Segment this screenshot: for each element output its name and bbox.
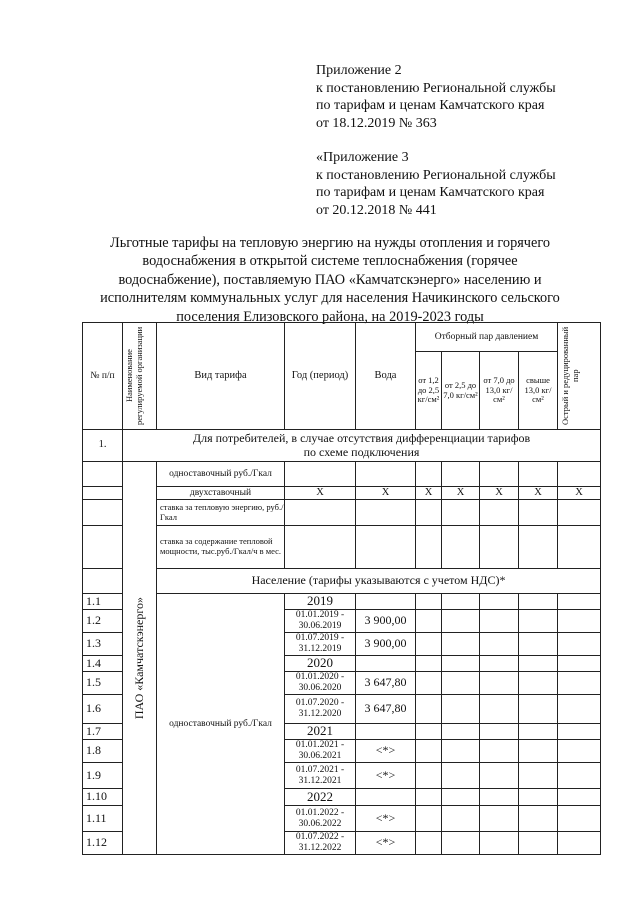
rate-energy-label: ставка за тепловую энергию, руб./Гкал	[157, 500, 285, 526]
row-period: 01.01.2020 - 30.06.2020	[285, 672, 356, 695]
row-water: 3 900,00	[356, 610, 416, 633]
x-mark: X	[480, 487, 519, 500]
x-mark: X	[416, 487, 442, 500]
header-steam-3: от 7,0 до 13,0 кг/см²	[480, 352, 519, 430]
row-water: 3 900,00	[356, 633, 416, 656]
row-num: 1.6	[83, 695, 123, 724]
appendix-2-header	[316, 62, 556, 132]
row-num: 1.9	[83, 763, 123, 789]
row-water: 3 647,80	[356, 672, 416, 695]
row-period: 01.07.2019 - 31.12.2019	[285, 633, 356, 656]
row-water	[356, 594, 416, 610]
appendix-2-line: Приложение 2	[316, 63, 402, 78]
header-steam-1: от 1,2 до 2,5 кг/см²	[416, 352, 442, 430]
row-num: 1.12	[83, 832, 123, 855]
row-period: 2019	[285, 594, 356, 610]
row-period: 01.01.2019 - 30.06.2019	[285, 610, 356, 633]
row-period: 01.07.2022 - 31.12.2022	[285, 832, 356, 855]
one-rate-label: одноставочный руб./Гкал	[157, 462, 285, 487]
header-steam-4: свыше 13,0 кг/см²	[519, 352, 558, 430]
row-num: 1.1	[83, 594, 123, 610]
row-period: 01.07.2021 - 31.12.2021	[285, 763, 356, 789]
appendix-2-line: к постановлению Региональной службы	[316, 80, 556, 96]
appendix-3-line: от 20.12.2018 № 441	[316, 202, 437, 218]
row-num: 1.8	[83, 740, 123, 763]
row-num: 1.2	[83, 610, 123, 633]
appendix-2-line: по тарифам и ценам Камчатского края	[316, 98, 545, 113]
row-period: 01.01.2022 - 30.06.2022	[285, 806, 356, 832]
x-mark: X	[442, 487, 480, 500]
row-period: 2021	[285, 724, 356, 740]
section-num: 1.	[83, 430, 123, 462]
row-num: 1.5	[83, 672, 123, 695]
rate-capacity-label: ставка за содержание тепловой мощности, тыс.руб./Гкал/ч в мес.	[157, 526, 285, 569]
org-name-cell	[123, 462, 157, 855]
row-water	[356, 656, 416, 672]
appendix-3-header	[316, 149, 556, 219]
header-steam-2: от 2,5 до 7,0 кг/см²	[442, 352, 480, 430]
section-title: Для потребителей, в случае отсутствия дифференциации тарифов по схеме подключения	[123, 430, 601, 462]
x-mark: X	[356, 487, 416, 500]
row-num: 1.10	[83, 789, 123, 806]
row-num: 1.11	[83, 806, 123, 832]
row-num: 1.7	[83, 724, 123, 740]
row-water	[356, 724, 416, 740]
row-period: 01.07.2020 - 31.12.2020	[285, 695, 356, 724]
header-num: № п/п	[83, 323, 123, 430]
header-water: Вода	[356, 323, 416, 430]
title-line: поселения Елизовского района, на 2019-2023 годы	[176, 308, 484, 325]
row-period: 2022	[285, 789, 356, 806]
row-period: 01.01.2021 - 30.06.2021	[285, 740, 356, 763]
header-sharp-steam: Острый и редуцированный пар	[558, 323, 601, 430]
header-tariff-type: Вид тарифа	[157, 323, 285, 430]
row-water: 3 647,80	[356, 695, 416, 724]
title-line: водоснабжение), поставляемую ПАО «Камчатскэнерго» населению и	[118, 271, 542, 288]
row-water	[356, 789, 416, 806]
title-line: водоснабжения в открытой системе теплоснабжения (горячее	[142, 253, 518, 270]
tariff-table	[82, 322, 601, 855]
x-mark: X	[519, 487, 558, 500]
header-steam: Отборный пар давлением	[416, 323, 558, 352]
two-rate-label: двухставочный	[157, 487, 285, 500]
row-water: <*>	[356, 763, 416, 789]
one-rate-population-label: одноставочный руб./Гкал	[157, 594, 285, 855]
document-title	[60, 234, 600, 326]
org-name: ПАО «Камчатскэнерго»	[131, 596, 146, 720]
appendix-3-line: по тарифам и ценам Камчатского края	[316, 185, 545, 200]
appendix-3-line: «Приложение 3	[316, 150, 409, 165]
title-line: исполнителям коммунальных услуг для населения Начикинского сельского	[100, 290, 560, 307]
appendix-3-line: к постановлению Региональной службы	[316, 167, 556, 183]
header-year: Год (период)	[285, 323, 356, 430]
row-period: 2020	[285, 656, 356, 672]
row-num: 1.4	[83, 656, 123, 672]
row-num: 1.3	[83, 633, 123, 656]
title-line: Льготные тарифы на тепловую энергию на нужды отопления и горячего	[110, 235, 550, 251]
population-title: Население (тарифы указываются с учетом НДС)*	[157, 569, 601, 594]
appendix-2-line: от 18.12.2019 № 363	[316, 115, 437, 131]
x-mark: X	[558, 487, 601, 500]
x-mark: X	[285, 487, 356, 500]
row-water: <*>	[356, 832, 416, 855]
row-water: <*>	[356, 740, 416, 763]
header-org: Наименование регулируемой организации	[123, 323, 157, 430]
row-water: <*>	[356, 806, 416, 832]
